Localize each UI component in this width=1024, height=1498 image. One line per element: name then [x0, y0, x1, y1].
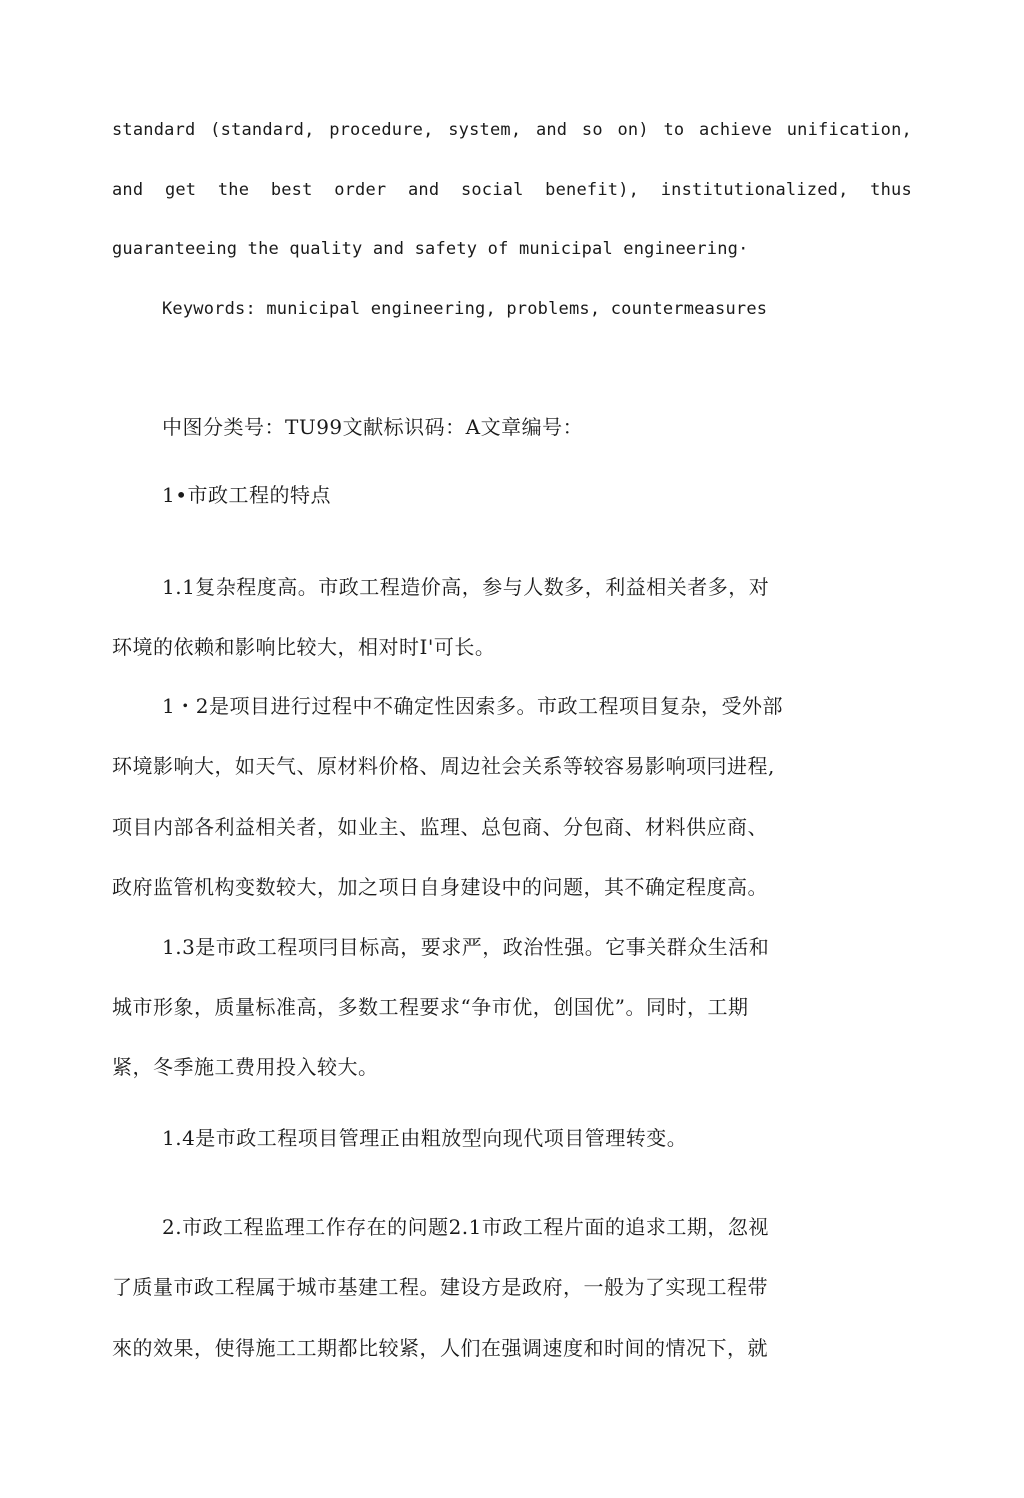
word: social	[460, 180, 524, 200]
word: order	[334, 180, 387, 200]
paragraph-1-2-line-4: 政府监管机构变数较大，加之项日自身建设中的问题，其不确定程度高。	[112, 875, 768, 899]
word: institutionalized,	[660, 180, 849, 200]
abstract-line-1	[112, 116, 912, 144]
word: benefit),	[545, 180, 640, 200]
section-2-line-1: 2.市政工程监理工作存在的问题2.1市政工程片面的追求工期，忽视	[162, 1215, 769, 1239]
section-2-line-2: 了质量市政工程属于城市基建工程。建设方是政府，一般为了实现工程带	[112, 1275, 768, 1299]
word: to	[663, 120, 685, 140]
paragraph-1-3-line-1: 1.3是市政工程项冃目标高，要求严，政治性强。它事关群众生活和	[162, 935, 770, 959]
abstract-line-2	[112, 176, 912, 204]
paragraph-1-2-line-3: 项目内部各利益相关者，如业主、监理、总包商、分包商、材料供应商、	[112, 815, 768, 839]
paragraph-1-1-line-2: 环境的依赖和影响比较大，相对时I'可长。	[112, 635, 496, 659]
section-1-heading: 1•市政工程的特点	[162, 483, 332, 507]
abstract-line-3: guaranteeing the quality and safety of municipal engineering·	[112, 239, 749, 259]
word: get	[164, 180, 197, 200]
word: (standard,	[210, 120, 315, 140]
word: and	[112, 180, 144, 200]
section-2-line-3: 來的效果，使得施工工期都比较紧，人们在强调速度和时间的情况下，就	[112, 1336, 768, 1360]
classification-line: 中图分类号：TU99文献标识码：A文章编号：	[162, 415, 584, 439]
word: and	[408, 180, 440, 200]
paragraph-1-4-line-1: 1.4是市政工程项目管理正由粗放型向现代项目管理转变。	[162, 1126, 688, 1150]
word: the	[217, 180, 250, 200]
word: procedure,	[329, 120, 434, 140]
keywords: Keywords: municipal engineering, problems, countermeasures	[162, 299, 768, 319]
word: best	[270, 180, 313, 200]
word: system,	[448, 120, 522, 140]
paragraph-1-2-line-2: 环境影响大，如天气、原材料价格、周边社会关系等较容易影响项冃进程,	[112, 754, 775, 778]
paragraph-1-3-line-2: 城市形象，质量标准高，多数工程要求“争市优，创国优”。同时，工期	[112, 995, 749, 1019]
paragraph-1-2-line-1: 1・2是项目进行过程中不确定性因索多。市政工程项目复杂，受外部	[162, 694, 783, 718]
paragraph-1-1-line-1: 1.1复杂程度高。市政工程造价高，参与人数多，利益相关者多，对	[162, 575, 770, 599]
word: achieve	[699, 120, 773, 140]
word: unification,	[786, 120, 912, 140]
word: and	[535, 120, 568, 140]
word: so	[581, 120, 603, 140]
word: thus	[870, 180, 912, 200]
word: standard	[112, 120, 196, 140]
word: on)	[617, 120, 649, 140]
paragraph-1-3-line-3: 紧，冬季施工费用投入较大。	[112, 1055, 379, 1079]
